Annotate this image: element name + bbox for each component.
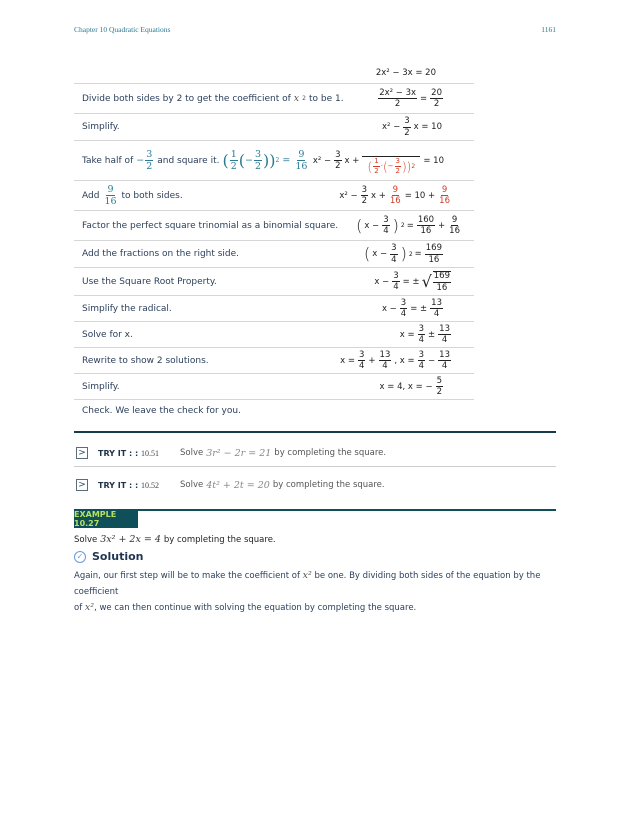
frac-den: 4: [418, 335, 425, 345]
frac-num: 9: [392, 184, 398, 195]
frac-num: 13: [439, 349, 450, 360]
table-row: [74, 211, 474, 241]
math-cell: [339, 186, 452, 206]
fraction: [448, 216, 461, 236]
try-it-10-51: [74, 442, 556, 464]
try-it-divider: [74, 466, 556, 467]
step-cell: Solve for x.: [82, 329, 133, 340]
math-text: x −: [372, 249, 388, 259]
frac-den: 16: [439, 196, 450, 206]
frac-den: 2: [255, 161, 262, 172]
frac-den: 4: [382, 361, 388, 371]
frac-num: 13: [431, 297, 442, 308]
math-cell: ( x − $\frac{3}{4}$ ) 2 = $\frac{169}{16}$: [364, 243, 442, 265]
table-row: [74, 268, 474, 296]
table-row: [74, 84, 474, 114]
frac-num: 169: [425, 243, 442, 253]
problem-equation: 3x² + 2x = 4: [100, 534, 161, 545]
fraction: [373, 158, 379, 175]
step-text: Divide both sides by 2 to get the coefficient of: [82, 93, 291, 104]
table-row: [74, 114, 474, 141]
try-it-label: [98, 481, 159, 490]
math-text: +: [438, 220, 446, 231]
frac-num: 3: [393, 270, 399, 281]
fraction: [382, 216, 389, 236]
frac-num: 3: [361, 184, 368, 195]
math-cell: [380, 377, 444, 397]
fraction: [145, 150, 153, 172]
math-text: x = 4, x = −: [379, 381, 433, 392]
math-text: =: [406, 220, 414, 231]
math-cell: [400, 325, 452, 345]
step-text: to both sides.: [121, 190, 183, 201]
frac-den: 2: [436, 387, 442, 397]
math-text: , x =: [394, 355, 415, 366]
table-row: [74, 141, 474, 181]
try-it-label: [98, 449, 159, 458]
math-text: 2x² − 3x = 20: [375, 67, 436, 78]
try-it-number: 10.52: [140, 480, 159, 490]
table-row: [74, 181, 474, 211]
frac-den: 2: [361, 196, 368, 206]
step-cell: [82, 150, 309, 172]
math-cell: [382, 117, 442, 137]
step-cell: Simplify the radical.: [82, 303, 172, 314]
half-squared: ( $\frac{1}{2}$ ( − $\frac{3}{2}$ )) 2 = $\frac{9}{16}$: [222, 148, 308, 172]
frac-den: 16: [295, 161, 308, 172]
fraction: [389, 186, 402, 206]
fraction: [433, 271, 451, 292]
math-text: = 10 +: [404, 190, 436, 201]
fraction: [430, 89, 443, 109]
step-cell: Rewrite to show 2 solutions.: [82, 355, 209, 366]
frac-den: 16: [420, 226, 432, 236]
frac-num: 3: [395, 157, 400, 165]
step-cell: Use the Square Root Property.: [82, 276, 217, 287]
para-var: x²: [302, 570, 312, 581]
frac-den: 2: [404, 127, 410, 138]
math-text: x −: [374, 276, 390, 287]
try-it-text: TRY IT : :: [98, 448, 139, 458]
frac-den: 2: [394, 99, 401, 109]
math-cell: [382, 299, 444, 319]
fraction: [392, 272, 399, 292]
frac-den: 4: [400, 309, 407, 319]
frac-den: 2: [374, 167, 379, 175]
try-it-number: 10.51: [140, 448, 159, 458]
neg-fraction: [136, 150, 154, 172]
fraction: [418, 325, 425, 345]
math-text: x +: [371, 190, 386, 201]
step-cell: [82, 185, 183, 207]
math-text: = ±: [402, 276, 420, 287]
math-text: −: [428, 355, 436, 366]
math-text: x −: [381, 303, 397, 314]
table-row: [74, 348, 474, 374]
frac-num: 9: [451, 214, 458, 225]
try-it-problem: [180, 448, 386, 459]
fraction: [379, 351, 392, 371]
frac-den: 2: [395, 167, 400, 175]
try-it-text: TRY IT : :: [98, 480, 139, 490]
step-text: Take half of: [82, 155, 134, 166]
para-text: be one. By dividing both sides of the equation by the coefficient: [74, 571, 541, 597]
frac-den: 4: [433, 309, 440, 319]
step-var: x: [293, 93, 300, 104]
step-cell: Factor the perfect square trinomial as a binomial square.: [82, 220, 339, 231]
fraction: [378, 89, 417, 109]
frac-den: 4: [383, 226, 389, 236]
math-cell: [374, 271, 452, 292]
problem-equation: 3r² − 2r = 21: [206, 447, 272, 459]
fraction: [334, 151, 341, 171]
math-text: =: [282, 155, 291, 166]
math-text: x =: [340, 355, 355, 366]
frac-num: 3: [418, 349, 425, 360]
frac-den: 4: [391, 254, 397, 265]
problem-text: Solve: [180, 480, 204, 490]
fraction: [417, 216, 435, 236]
math-text: ·: [380, 162, 383, 170]
frac-num: 169: [433, 271, 450, 281]
blank-fraction: ( $\frac{1}{2}$ · ( − $\frac{3}{2}$ )) 2: [362, 146, 420, 175]
example-problem: [74, 534, 276, 545]
frac-num: 3: [335, 149, 341, 160]
math-text: = 10: [423, 155, 444, 166]
fraction: [438, 186, 451, 206]
para-text: of: [74, 603, 83, 613]
fraction: [390, 244, 397, 264]
frac-num: 9: [441, 184, 448, 195]
math-text: = ±: [410, 303, 428, 314]
fraction: [254, 150, 262, 172]
fraction: [438, 351, 451, 371]
table-row: [74, 374, 474, 400]
frac-num: 3: [418, 323, 425, 334]
fraction: [436, 377, 443, 397]
example-rule: [74, 509, 556, 511]
math-cell: [376, 68, 436, 78]
math-text: +: [368, 355, 376, 366]
math-text: x² −: [381, 122, 401, 132]
para-text: Again, our first step will be to make the coefficient of: [74, 571, 300, 581]
para-text: , we can then continue with solving the equation by completing the square.: [94, 603, 417, 613]
exponent: 2: [275, 157, 280, 164]
fraction: [400, 299, 407, 319]
frac-num: 1: [374, 157, 379, 165]
example-label: EXAMPLE 10.27: [74, 509, 138, 528]
math-text: x = 10: [413, 122, 442, 132]
frac-den: 2: [335, 161, 341, 171]
frac-num: 13: [439, 323, 450, 334]
frac-num: 160: [417, 214, 435, 225]
frac-num: 3: [383, 214, 389, 225]
math-cell: [313, 146, 444, 175]
frac-num: 5: [436, 375, 442, 386]
fraction: [103, 185, 117, 207]
frac-den: 16: [436, 282, 448, 293]
step-text: Add: [82, 190, 100, 201]
fraction: [358, 351, 365, 371]
math-text: =: [414, 249, 422, 259]
frac-num: 3: [146, 148, 153, 160]
problem-equation: 4t² + 2t = 20: [206, 479, 270, 491]
frac-den: 4: [441, 335, 448, 345]
math-cell: ( x − $\frac{3}{4}$ ) 2 = $\frac{160}{16}$ + $\frac{9}{16}$: [356, 214, 460, 236]
solution-paragraph: [74, 568, 556, 616]
frac-den: 4: [441, 361, 448, 371]
chevron-right-icon[interactable]: >: [76, 447, 88, 459]
frac-num: 13: [379, 349, 391, 360]
try-it-problem: [180, 480, 385, 491]
problem-text: by completing the square.: [274, 448, 387, 458]
fraction: [438, 325, 451, 345]
frac-num: 9: [107, 183, 114, 195]
frac-den: 2: [433, 99, 440, 109]
math-cell: [340, 351, 452, 371]
table-row: [74, 296, 474, 322]
frac-num: 9: [298, 148, 305, 160]
step-text: to be 1.: [308, 93, 344, 104]
problem-text: by completing the square.: [163, 534, 276, 545]
frac-den: 4: [418, 361, 425, 371]
frac-den: 16: [104, 196, 117, 207]
try-it-10-52: [74, 474, 556, 496]
fraction: [294, 150, 308, 172]
math-text: x =: [399, 329, 415, 340]
problem-text: Solve: [74, 534, 98, 545]
fraction: [425, 244, 443, 264]
problem-text: by completing the square.: [272, 480, 385, 490]
frac-num: 3: [358, 349, 365, 360]
step-cell: Simplify.: [82, 122, 120, 132]
frac-den: 16: [389, 196, 401, 206]
solution-heading: [74, 550, 144, 563]
step-text: and square it.: [157, 155, 220, 166]
frac-num: 3: [400, 297, 407, 308]
problem-text: Solve: [180, 448, 204, 458]
solution-title: Solution: [92, 550, 144, 563]
fraction: [395, 158, 401, 175]
math-text: ±: [428, 329, 436, 340]
chevron-right-icon[interactable]: >: [76, 479, 88, 491]
chapter-header: Chapter 10 Quadratic Equations: [74, 25, 171, 34]
frac-num: 2x² − 3x: [379, 87, 417, 98]
math-text: x −: [364, 220, 380, 231]
table-row: [74, 241, 474, 268]
step-cell: Divide both sides by 2 to get the coefficient of x 2 to be 1.: [82, 93, 344, 104]
math-text: =: [420, 93, 428, 104]
step-cell: Check. We leave the check for you.: [82, 406, 241, 416]
step-cell: Add the fractions on the right side.: [82, 249, 240, 259]
frac-den: 16: [428, 254, 440, 265]
square-root: √ $\frac{169}{16}$: [421, 271, 450, 293]
frac-num: 20: [431, 87, 442, 98]
frac-num: 3: [391, 243, 397, 253]
fraction: [361, 186, 368, 206]
step-cell: Simplify.: [82, 381, 120, 392]
page-number: 1161: [541, 25, 556, 34]
math-cell: [377, 89, 444, 109]
math-text: −: [136, 155, 145, 166]
fraction: [418, 351, 425, 371]
frac-den: 16: [449, 226, 460, 236]
math-text: x² −: [312, 155, 332, 166]
fraction: [430, 299, 443, 319]
frac-den: 2: [230, 161, 237, 172]
table-row: [74, 62, 474, 84]
math-text: x² −: [339, 190, 358, 201]
frac-num: 3: [255, 148, 262, 160]
frac-num: 3: [404, 116, 410, 126]
frac-den: 4: [393, 282, 399, 292]
para-var: x²: [84, 602, 95, 613]
frac-den: 2: [146, 161, 153, 172]
math-text: x +: [344, 155, 360, 166]
example-table: [74, 62, 474, 422]
table-row: [74, 400, 474, 422]
table-row: [74, 322, 474, 348]
check-circle-icon: ✓: [74, 551, 86, 563]
frac-num: 1: [230, 148, 237, 160]
frac-den: 4: [358, 361, 365, 371]
fraction: [403, 117, 410, 137]
fraction: [230, 150, 238, 172]
try-it-divider: [74, 431, 556, 433]
